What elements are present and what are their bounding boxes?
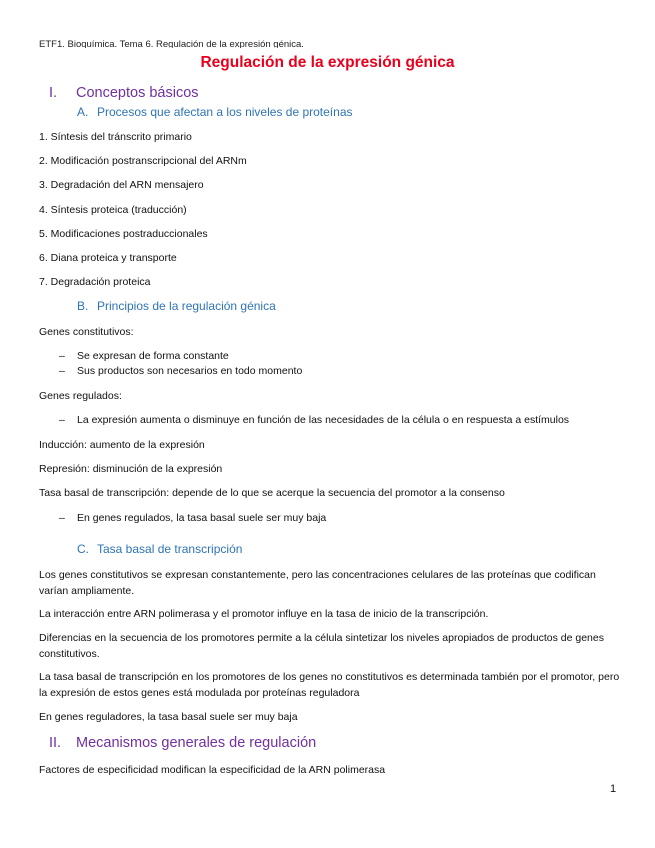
subsection-title: Tasa basal de transcripción [97,542,243,556]
section-heading-1 [49,85,199,101]
list-item: 1. Síntesis del tránscrito primario [39,131,192,143]
subsection-heading-c [77,542,242,556]
regulated-genes-label: Genes regulados: [39,390,122,402]
paragraph: La interacción entre ARN polimerasa y el promotor influye en la tasa de inicio de la transcripción. [39,608,489,620]
page-number: 1 [610,783,617,795]
constitutive-genes-label: Genes constitutivos: [39,326,134,338]
subsection-number: B. [77,299,89,313]
subsection-number: A. [77,105,89,119]
paragraph: Represión: disminución de la expresión [39,463,223,475]
section-number: II. [49,735,62,751]
bullet-item: – Sus productos son necesarios en todo momento [59,365,303,377]
dash-bullet-icon: – [59,350,65,362]
list-item: 2. Modificación postranscripcional del ARNm [39,155,247,167]
paragraph: En genes reguladores, la tasa basal suele ser muy baja [39,711,298,723]
running-header: ETF1. Bioquímica. Tema 6. Regulación de la expresión génica. [39,39,304,48]
document-title: Regulación de la expresión génica [200,54,455,71]
section-title: Mecanismos generales de regulación [76,735,317,751]
section-heading-2 [49,735,316,751]
bullet-item: – En genes regulados, la tasa basal suele ser muy baja [59,512,327,524]
list-item: 6. Diana proteica y transporte [39,252,177,264]
dash-bullet-icon: – [59,414,65,426]
list-item: 3. Degradación del ARN mensajero [39,179,204,191]
section-number: I. [49,85,58,101]
subsection-heading-b [77,299,276,313]
section-title: Conceptos básicos [76,85,199,101]
subsection-number: C. [77,542,89,556]
bullet-item: – Se expresan de forma constante [59,350,229,362]
paragraph: Factores de especificidad modifican la especificidad de la ARN polimerasa [39,764,386,776]
dash-bullet-icon: – [59,365,65,377]
paragraph: Tasa basal de transcripción: depende de lo que se acerque la secuencia del promotor a la consenso [39,487,505,499]
bullet-item: – La expresión aumenta o disminuye en función de las necesidades de la célula o en respuesta a estímulos [59,414,570,426]
paragraph: Los genes constitutivos se expresan constantemente, pero las concentraciones celulares de las proteínas que codifican varían ampliamente. [39,569,596,597]
paragraph: La tasa basal de transcripción en los promotores de los genes no constitutivos es determinada también por el promotor, pero la expresión de estos genes está modulada por proteínas reguladora [39,671,620,699]
list-item: 7. Degradación proteica [39,276,151,288]
subsection-title: Procesos que afectan a los niveles de proteínas [97,105,353,119]
subsection-heading-a [77,105,353,119]
paragraph: Diferencias en la secuencia de los promotores permite a la célula sintetizar los niveles apropiados de productos de genes constitutivos. [39,632,604,660]
dash-bullet-icon: – [59,512,65,524]
list-item: 5. Modificaciones postraduccionales [39,228,208,240]
subsection-title: Principios de la regulación génica [97,299,276,313]
list-item: 4. Síntesis proteica (traducción) [39,204,187,216]
paragraph: Inducción: aumento de la expresión [39,439,205,451]
